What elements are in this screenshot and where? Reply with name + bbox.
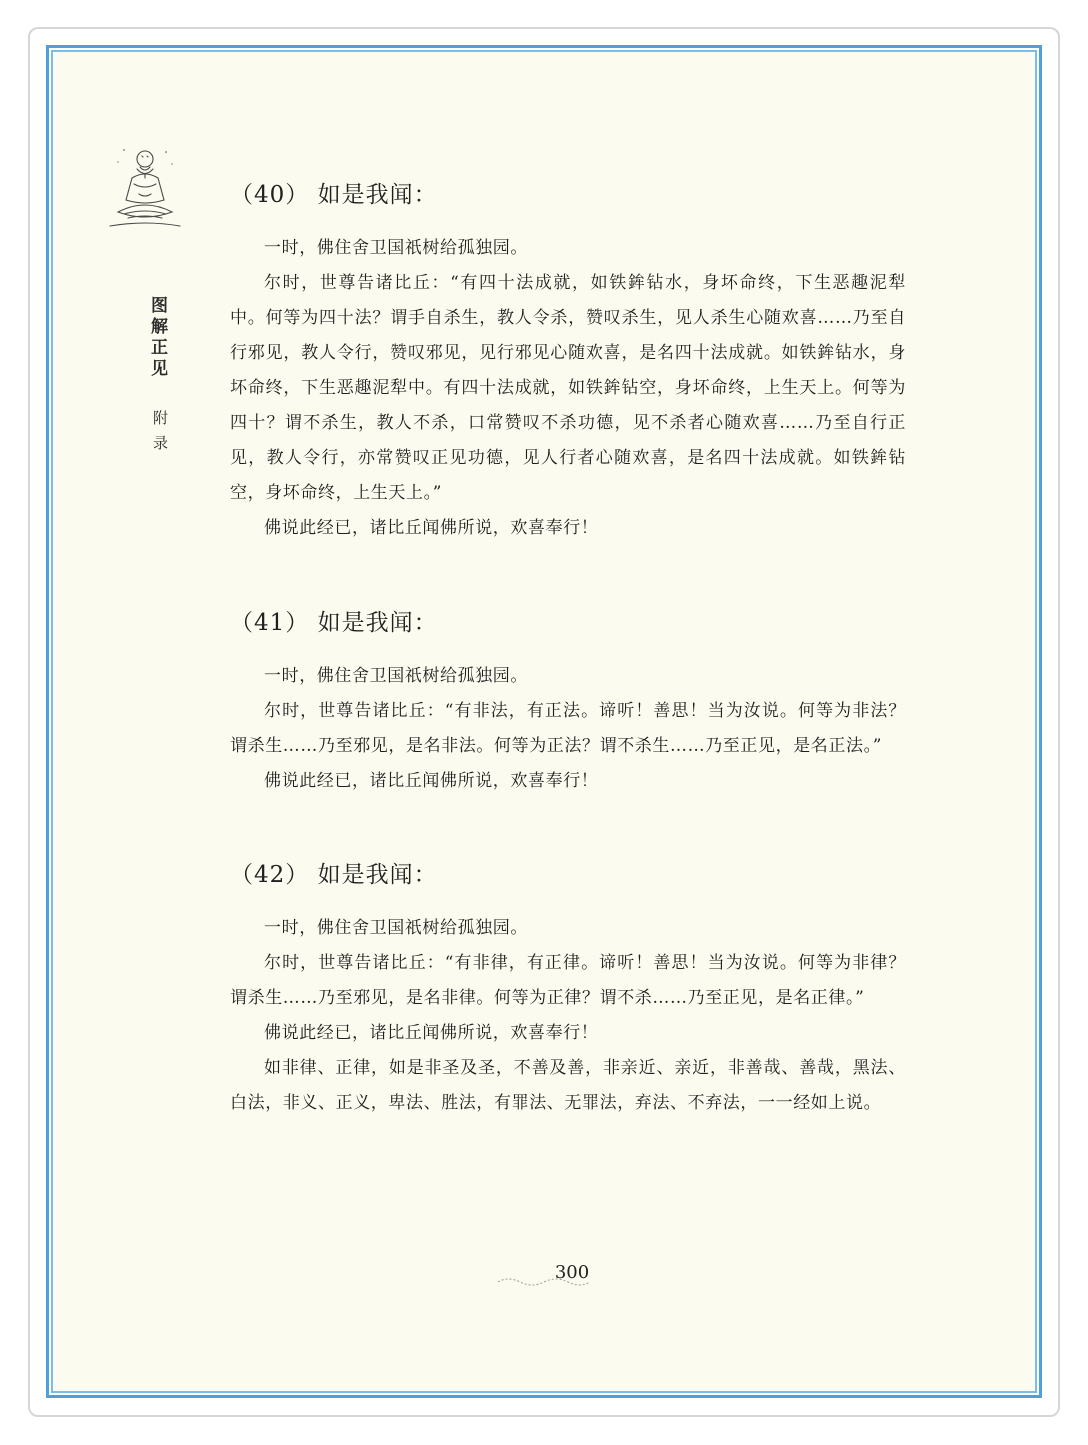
paragraph: 如非律、正律，如是非圣及圣，不善及善，非亲近、亲近，非善哉、善哉，黑法、白法，非义、正义，卑法、胜法，有罪法、无罪法，弃法、不弃法，一一经如上说。 bbox=[230, 1058, 906, 1113]
sutra-40 bbox=[230, 176, 906, 546]
paragraph: 一时，佛住舍卫国祇树给孤独园。 bbox=[264, 918, 528, 938]
paragraph: 一时，佛住舍卫国祇树给孤独园。 bbox=[264, 666, 528, 686]
sutra-41 bbox=[230, 604, 906, 799]
page-body bbox=[230, 176, 906, 1121]
running-head-title: 图解正见 bbox=[147, 296, 167, 380]
paragraph: 佛说此经已，诸比丘闻佛所说，欢喜奉行！ bbox=[264, 771, 599, 791]
paragraph: 佛说此经已，诸比丘闻佛所说，欢喜奉行！ bbox=[264, 518, 599, 538]
paragraph: 佛说此经已，诸比丘闻佛所说，欢喜奉行！ bbox=[264, 1023, 599, 1043]
paragraph: 尔时，世尊告诸比丘：“有四十法成就，如铁鉾钻水，身坏命终，下生恶趣泥犁中。何等为四十法？谓手自杀生，教人令杀，赞叹杀生，见人杀生心随欢喜……乃至自行邪见，教人令行，赞叹邪见，见行邪见心随欢喜，是名四十法成就。如铁鉾钻水，身坏命终，下生恶趣泥犁中。有四十法成就，如铁鉾钻空，身坏命终，上生天上。何等为四十？谓不杀生，教人不杀，口常赞叹不杀功德，见不杀者心随欢喜……乃至自行正见，教人令行，亦常赞叹正见功德，见人行者心随欢喜，是名四十法成就。如铁鉾钻空，身坏命终，上生天上。” bbox=[230, 273, 906, 503]
sutra-heading: （41） 如是我闻： bbox=[230, 610, 438, 636]
paragraph: 尔时，世尊告诸比丘：“有非律，有正律。谛听！善思！当为汝说。何等为非律？谓杀生……乃至邪见，是名非律。何等为正律？谓不杀……乃至正见，是名正律。” bbox=[230, 953, 906, 1008]
sutra-heading: （42） 如是我闻： bbox=[230, 862, 438, 888]
paragraph: 尔时，世尊告诸比丘：“有非法，有正法。谛听！善思！当为汝说。何等为非法？谓杀生……乃至邪见，是名非法。何等为正法？谓不杀生……乃至正见，是名正法。” bbox=[230, 701, 906, 756]
page-number: 300 bbox=[554, 1262, 590, 1283]
running-head-section: 附录 bbox=[151, 410, 169, 460]
paragraph: 一时，佛住舍卫国祇树给孤独园。 bbox=[264, 238, 528, 258]
sutra-42 bbox=[230, 856, 906, 1121]
meditating-monk-illustration bbox=[104, 142, 186, 234]
sutra-heading: （40） 如是我闻： bbox=[230, 182, 438, 208]
